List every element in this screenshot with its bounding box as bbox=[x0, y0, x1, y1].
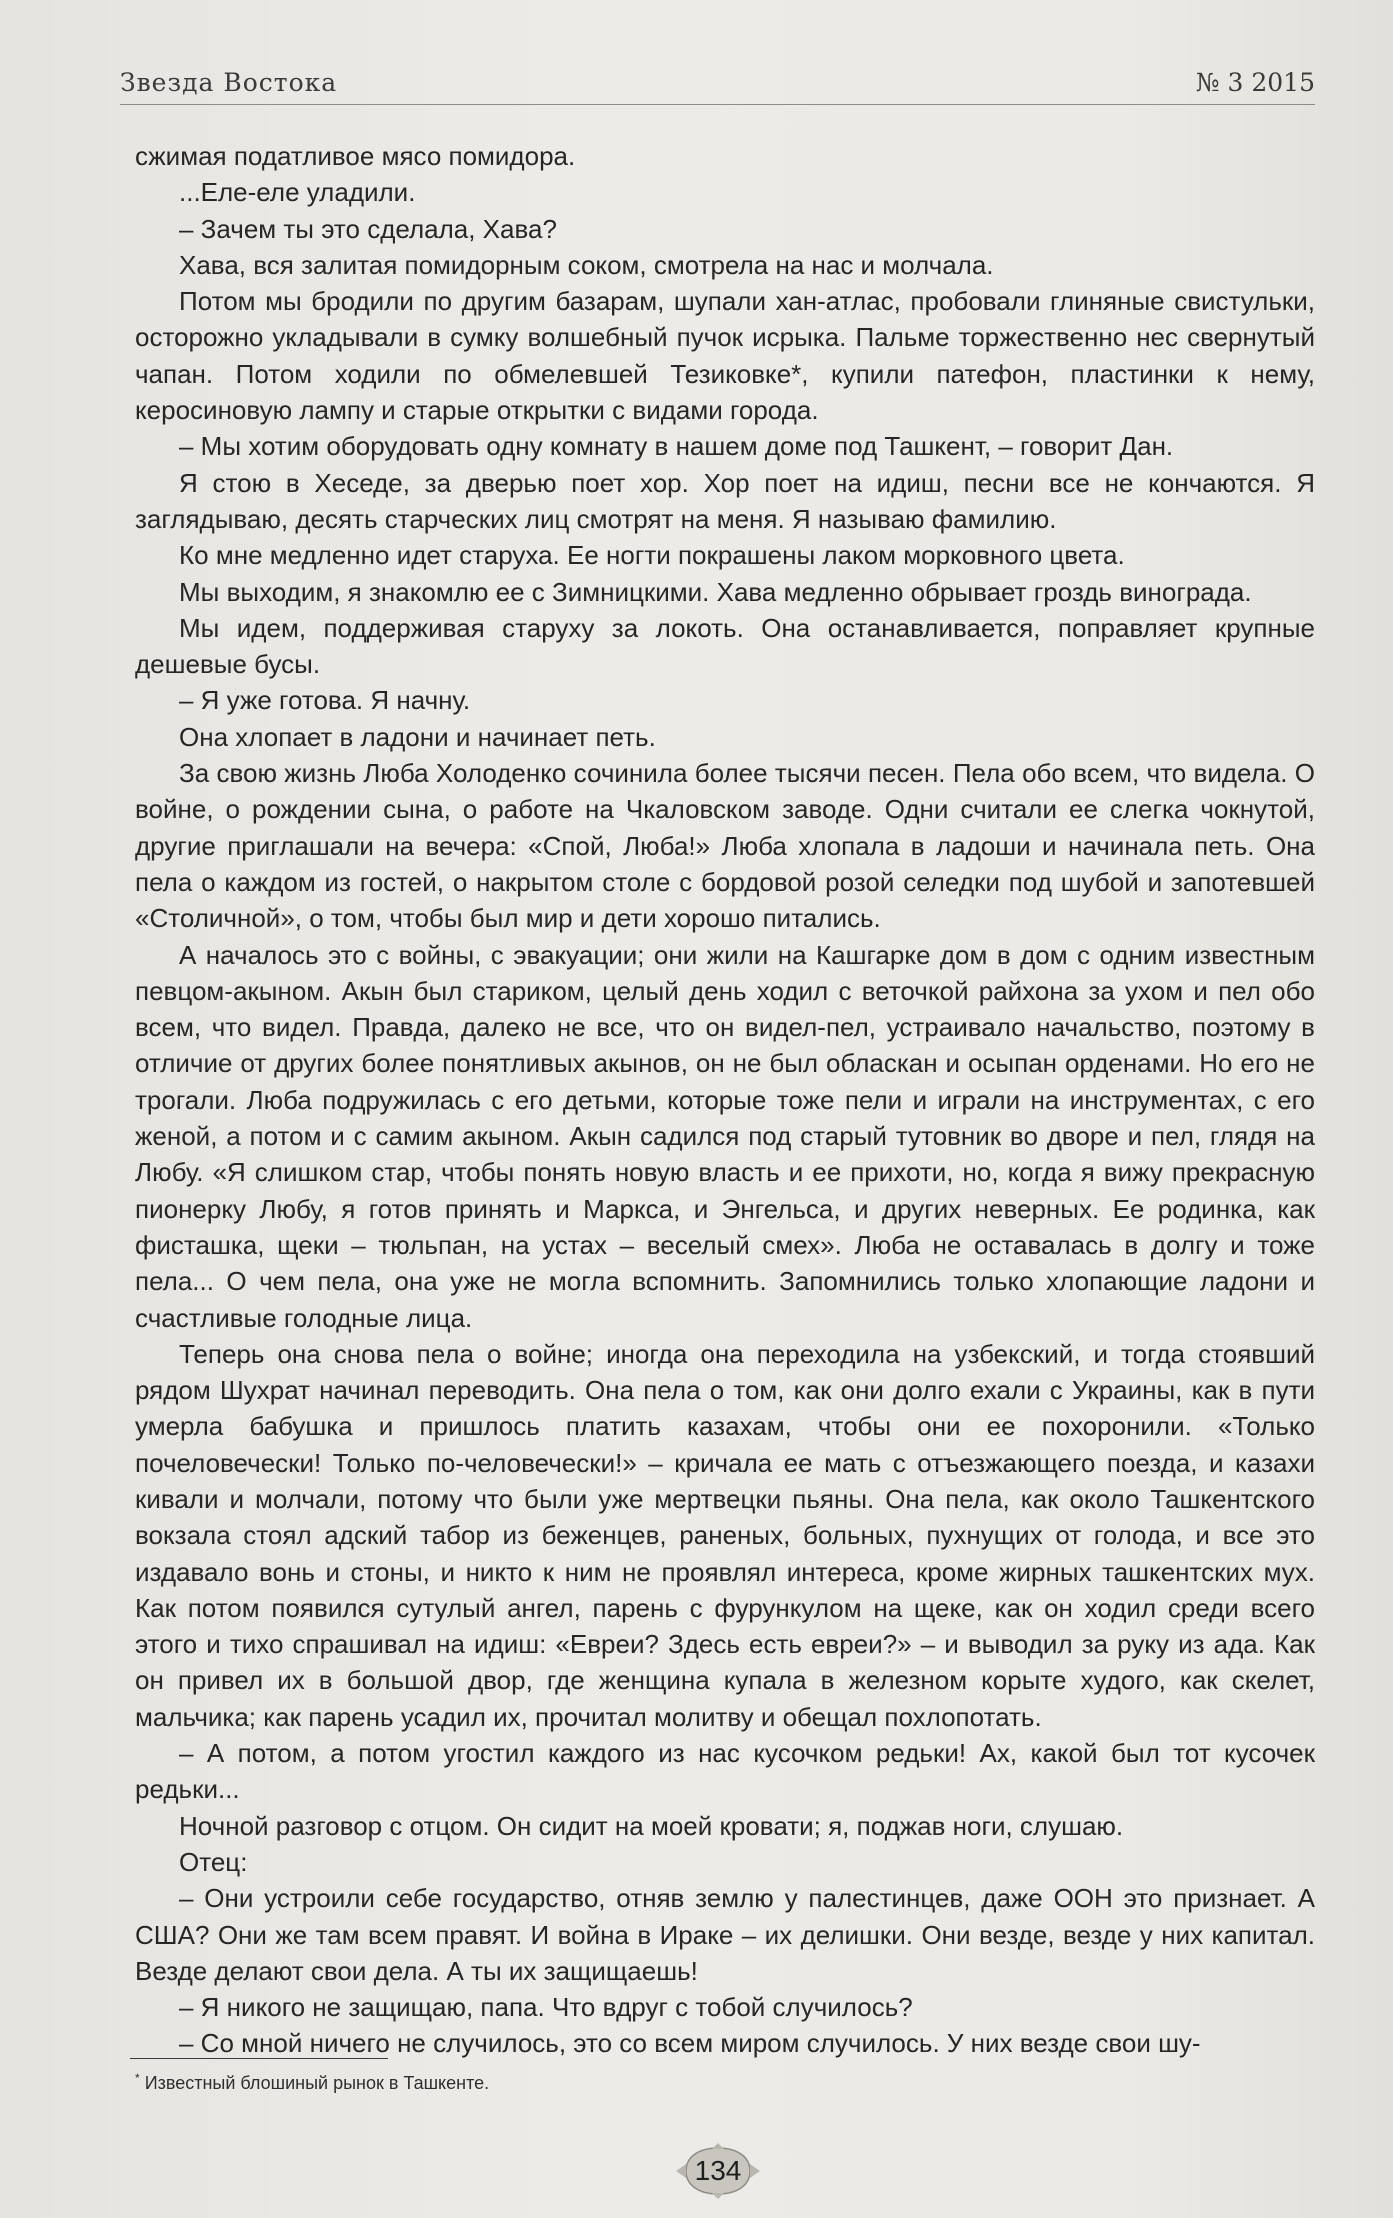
paragraph: А началось это с войны, с эвакуации; они жили на Кашгарке дом в дом с одним известным певцом-акыном. Акын был стариком, целый день ходил с веточкой райхона за ухом и пел обо всем, что видел. Правда, далеко не все, что он видел-пел, устраивало начальство, поэтому в отличие от других более понятливых акынов, он не был обласкан и осыпан орденами. Но его не трогали. Люба подружилась с его детьми, которые тоже пели и играли на инструментах, с его женой, а потом и с самим акыном. Акын садился под старый тутовник во дворе и пел, глядя на Любу. «Я слишком стар, чтобы понять новую власть и ее прихоти, но, когда я вижу прекрасную пионерку Любу, я готов принять и Маркса, и Энгельса, и других неверных. Ее родинка, как фисташка, щеки – тюльпан, на устах – веселый смех». Люба не оставалась в долгу и тоже пела... О чем пела, она уже не могла вспомнить. Запомнились только хлопающие ладони и счастливые голодные лица. bbox=[135, 939, 1315, 1333]
paragraph: – Я уже готова. Я начну. bbox=[179, 685, 471, 716]
paragraph: Ко мне медленно идет старуха. Ее ногти покрашены лаком морковного цвета. bbox=[179, 540, 1125, 571]
paragraph: За свою жизнь Люба Холоденко сочинила более тысячи песен. Пела обо всем, что видела. О войне, о рождении сына, о работе на Чкаловском заводе. Одни считали ее слегка чокнутой, другие приглашали на вечера: «Спой, Люба!» Люба хлопала в ладоши и начинала петь. Она пела о каждом из гостей, о накрытом столе с бордовой розой селедки под шубой и запотевшей «Столичной», о том, чтобы был мир и дети хорошо питались. bbox=[135, 758, 1315, 934]
paragraph: Я стою в Хеседе, за дверью поет хор. Хор поет на идиш, песни все не кончаются. Я заглядываю, десять старческих лиц смотрят на меня. Я называю фамилию. bbox=[135, 467, 1315, 534]
paragraph: – А потом, а потом угостил каждого из нас кусочком редьки! Ах, какой был тот кусочек редьки... bbox=[135, 1738, 1315, 1805]
paragraph: Ночной разговор с отцом. Он сидит на моей кровати; я, поджав ноги, слушаю. bbox=[179, 1810, 1124, 1841]
paragraph: Мы выходим, я знакомлю ее с Зимницкими. Хава медленно обрывает гроздь винограда. bbox=[179, 576, 1252, 607]
paragraph: ...Еле-еле уладили. bbox=[179, 177, 416, 208]
paragraph: – Они устроили себе государство, отняв землю у палестинцев, даже ООН это признает. А США? Они же там всем правят. И война в Ираке – их делишки. Они везде, везде у них капитал. Везде делают свои дела. А ты их защищаешь! bbox=[135, 1883, 1315, 1986]
paragraph: Теперь она снова пела о войне; иногда она переходила на узбекский, и тогда стоявший рядом Шухрат начинал переводить. Она пела о том, как они долго ехали с Украины, как в пути умерла бабушка и пришлось платить казахам, чтобы они ее похоронили. «Только почеловечески! Только по-человечески!» – кричала ее мать с отъезжающего поезда, и казахи кивали и молчали, потому что были уже мертвецки пьяны. Она пела, как около Ташкентского вокзала стоял адский табор из беженцев, раненых, больных, пухнущих от голода, и все это издавало вонь и стоны, и никто к ним не проявлял интереса, кроме жирных ташкентских мух. Как потом появился сутулый ангел, парень с фурункулом на щеке, как он ходил среди всего этого и тихо спрашивал на идиш: «Евреи? Здесь есть евреи?» – и выводил за руку из ада. Как он привел их в большой двор, где женщина купала в железном корыте худого, как скелет, мальчика; как парень усадил их, прочитал молитву и обещал похлопотать. bbox=[135, 1338, 1315, 1732]
footnote-text: Известный блошиный рынок в Ташкенте. bbox=[144, 2073, 490, 2093]
page-number: 134 bbox=[694, 2155, 742, 2186]
paragraph: Она хлопает в ладони и начинает петь. bbox=[179, 721, 656, 752]
paragraph: – Я никого не защищаю, папа. Что вдруг с тобой случилось? bbox=[179, 1992, 913, 2023]
paragraph: – Со мной ничего не случилось, это со всем миром случилось. У них везде свои шу- bbox=[179, 2028, 1201, 2059]
paragraph: Потом мы бродили по другим базарам, шупали хан-атлас, пробовали глиняные свистульки, осторожно укладывали в сумку волшебный пучок исрыка. Пальме торжественно нес свернутый чапан. Потом ходили по обмелевшей Тезиковке*, купили патефон, пластинки к нему, керосиновую лампу и старые открытки с видами города. bbox=[135, 286, 1315, 426]
paragraph: Мы идем, поддерживая старуху за локоть. Она останавливается, поправляет крупные дешевые бусы. bbox=[135, 612, 1315, 680]
journal-title: Звезда Востока bbox=[120, 68, 338, 97]
header-divider bbox=[120, 104, 1315, 105]
paragraph: – Мы хотим оборудовать одну комнату в нашем доме под Ташкент, – говорит Дан. bbox=[179, 431, 1174, 462]
footnote-divider bbox=[130, 2058, 388, 2059]
running-header bbox=[120, 62, 1315, 108]
paragraph: Хава, вся залитая помидорным соком, смотрела на нас и молчала. bbox=[179, 249, 994, 280]
paragraph: сжимая податливое мясо помидора. bbox=[135, 141, 576, 171]
footnote-marker: * bbox=[135, 2071, 140, 2085]
paragraph: – Зачем ты это сделала, Хава? bbox=[179, 213, 557, 244]
footnote bbox=[135, 2066, 1035, 2095]
paragraph: Отец: bbox=[179, 1846, 248, 1877]
issue-number: № 3 2015 bbox=[1195, 68, 1315, 97]
page-number-badge bbox=[672, 2142, 764, 2200]
article-body bbox=[135, 138, 1315, 2062]
